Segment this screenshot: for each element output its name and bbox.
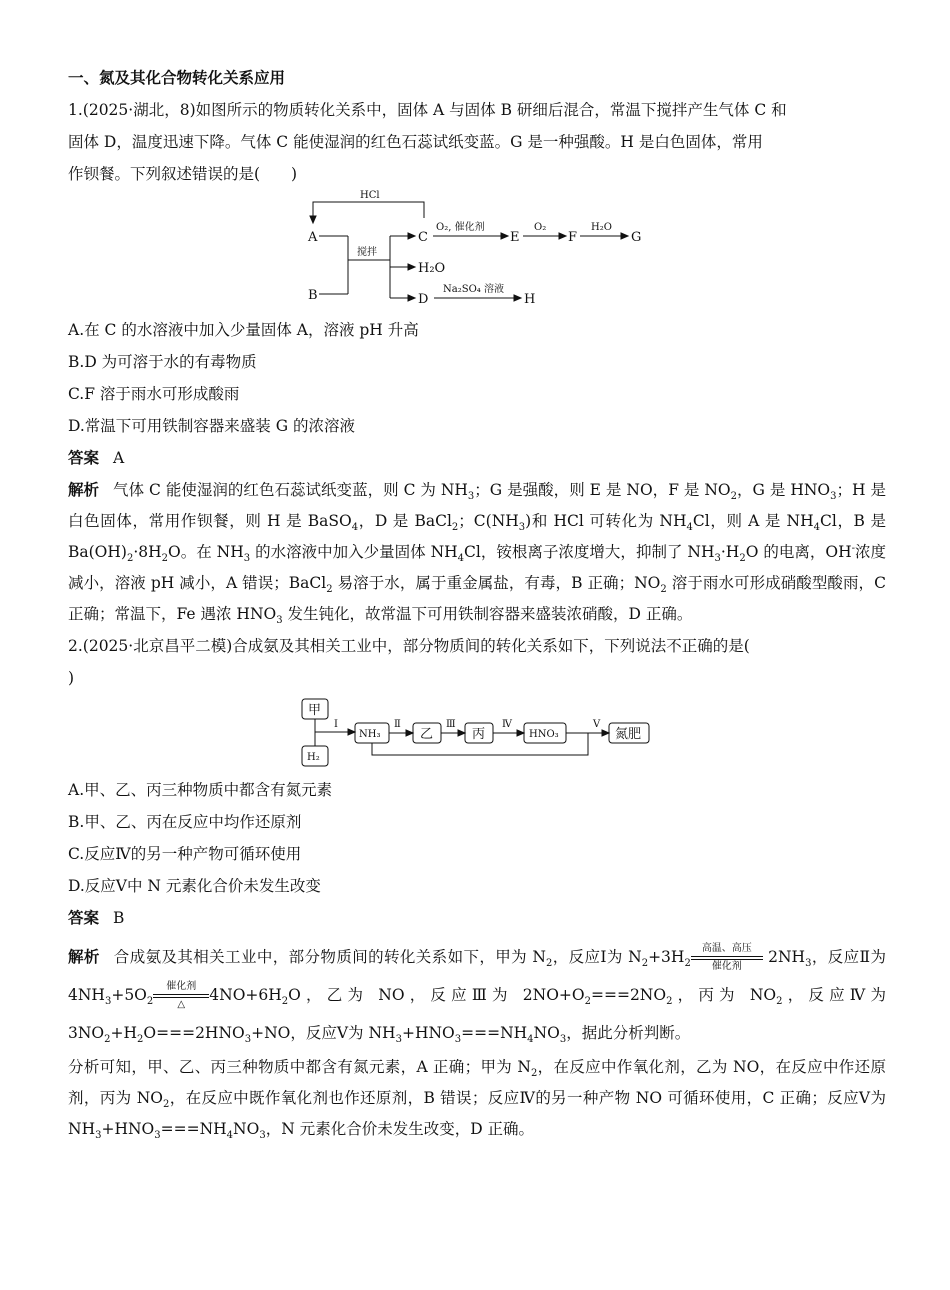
na2so4-label: Na₂SO₄ 溶液 [443,284,504,295]
h2o-label: H₂O [591,222,612,233]
q1-option-d: D.常温下可用铁制容器来盛装 G 的浓溶液 [68,417,356,435]
hcl-label: HCl [360,190,380,201]
q2-analysis-conclusion: 分析可知，甲、乙、丙三种物质中都含有氮元素，A 正确；甲为 $N_2$，在反应中作氧化剂，乙为 NO，在反应中作还原剂，丙为 $NO_2$，在反应中既作氧化剂也作还原剂，B 错误；反应Ⅳ的另一种产物 NO 可循环使用，C 正确；反应Ⅴ为 $NH_3+HNO_3===NH_4NO_3$，N 元素化合价未发生改变，D 正确。 [68,1058,886,1142]
q2-answer [68,902,886,934]
node-h2o: H₂O [418,261,446,276]
answer-label: 答案 [68,448,100,467]
analysis-label: 解析 [68,480,100,499]
analysis-label: 解析 [68,947,100,966]
node-yi: 乙 [420,727,434,742]
stir-label: 搅拌 [357,247,377,258]
node-bing: 丙 [472,727,486,742]
q1-stem-line-2: 固体 D，温度迅速下降。气体 C 能使湿润的红色石蕊试纸变蓝。G 是一种强酸。H 是白色固体，常用 [68,133,763,151]
q1-option-b: B.D 为可溶于水的有毒物质 [68,353,257,371]
node-h2: H₂ [307,752,320,763]
node-f: F [568,230,578,245]
node-jia: 甲 [308,703,322,718]
q2-ammonia-diagram [68,696,886,772]
q1-transformation-diagram [68,190,886,314]
section-title: 一、氮及其化合物转化关系应用 [68,68,286,87]
node-c: C [418,230,428,245]
reaction-4-label: Ⅳ [502,719,512,730]
q1-answer [68,442,886,474]
o2-catalyst-label: O₂, 催化剂 [436,222,485,233]
q1-stem-line-1: 1.(2025·湖北，8)如图所示的物质转化关系中，固体 A 与固体 B 研细后混合，常温下搅拌产生气体 C 和 [68,101,787,119]
q2-stem-line-2: ) [68,669,75,687]
q2-option-d: D.反应Ⅴ中 N 元素化合价未发生改变 [68,877,321,895]
node-a: A [308,230,318,245]
node-d: D [418,292,429,307]
reaction-condition-1: 高温、高压 催化剂 [691,943,763,973]
q2-analysis: 解析 合成氨及其相关工业中，部分物质间的转化关系如下，甲为 $N_2$，反应Ⅰ为 $N_2+3H_2$ 高温、高压 催化剂 $2NH_3$，反应Ⅱ为 $4NH_3+5O_2$ 催化剂 △ $4NO+6H_2O$，乙为 NO，反应Ⅲ为 $2NO+O_2===2NO_2$，丙为 $NO_2$，反应Ⅳ为 $3NO_2+H_2O===2HNO_3+NO$，反应Ⅴ为 $NH_3+HNO_3===NH_4NO_3$，据此分析判断。 [68,943,886,1046]
reaction-5-label: V [593,719,601,730]
answer-label: 答案 [68,908,100,927]
q1-stem-line-3: 作钡餐。下列叙述错误的是( ) [68,165,298,183]
node-e: E [510,230,520,245]
node-fertilizer: 氮肥 [615,727,642,742]
reaction-2-label: Ⅱ [394,719,401,730]
reaction-condition-2: 催化剂 △ [153,981,209,1011]
node-hno3: HNO₃ [529,729,559,740]
node-nh3: NH₃ [359,729,381,740]
document-page [68,62,886,1145]
reaction-3-label: Ⅲ [446,719,456,730]
q2-option-a: A.甲、乙、丙三种物质中都含有氮元素 [68,781,333,799]
answer-value: A [113,449,125,467]
node-h: H [524,292,536,307]
q1-option-a: A.在 C 的水溶液中加入少量固体 A，溶液 pH 升高 [68,321,419,339]
q2-option-b: B.甲、乙、丙在反应中均作还原剂 [68,813,302,831]
q2-option-c: C.反应Ⅳ的另一种产物可循环使用 [68,845,302,863]
reaction-1-label: I [334,719,338,730]
o2-label: O₂ [534,222,547,233]
answer-value: B [113,909,125,927]
node-b: B [308,288,318,303]
q1-option-c: C.F 溶于雨水可形成酸雨 [68,385,240,403]
q1-analysis: 解析 气体 C 能使湿润的红色石蕊试纸变蓝，则 C 为 $NH_3$；G 是强酸，则 E 是 NO，F 是 $NO_2$，G 是 $HNO_3$；H 是白色固体，常用作钡餐，则 H 是 BaSO$_4$，D 是 BaCl$_2$；$C(NH_3)$和 HCl 可转化为 $NH_4Cl$，则 A 是 $NH_4Cl$，B 是 $Ba(OH)_2\cdot 8H_2O$。在 $NH_3$ 的水溶液中加入少量固体 $NH_4Cl$，铵根离子浓度增大，抑制了 $NH_3\cdot H_2O$ 的电离，OH-浓度减小，溶液 pH 减小，A 错误；BaCl$_2$ 易溶于水，属于重金属盐，有毒，B 正确；$NO_2$ 溶于雨水可形成硝酸型酸雨，C 正确；常温下，Fe 遇浓 $HNO_3$ 发生钝化，故常温下可用铁制容器来盛装浓硝酸，D 正确。 [68,480,886,627]
node-g: G [631,230,642,245]
q2-stem-line-1: 2.(2025·北京昌平二模)合成氨及其相关工业中，部分物质间的转化关系如下，下列说法不正确的是( [68,637,750,655]
